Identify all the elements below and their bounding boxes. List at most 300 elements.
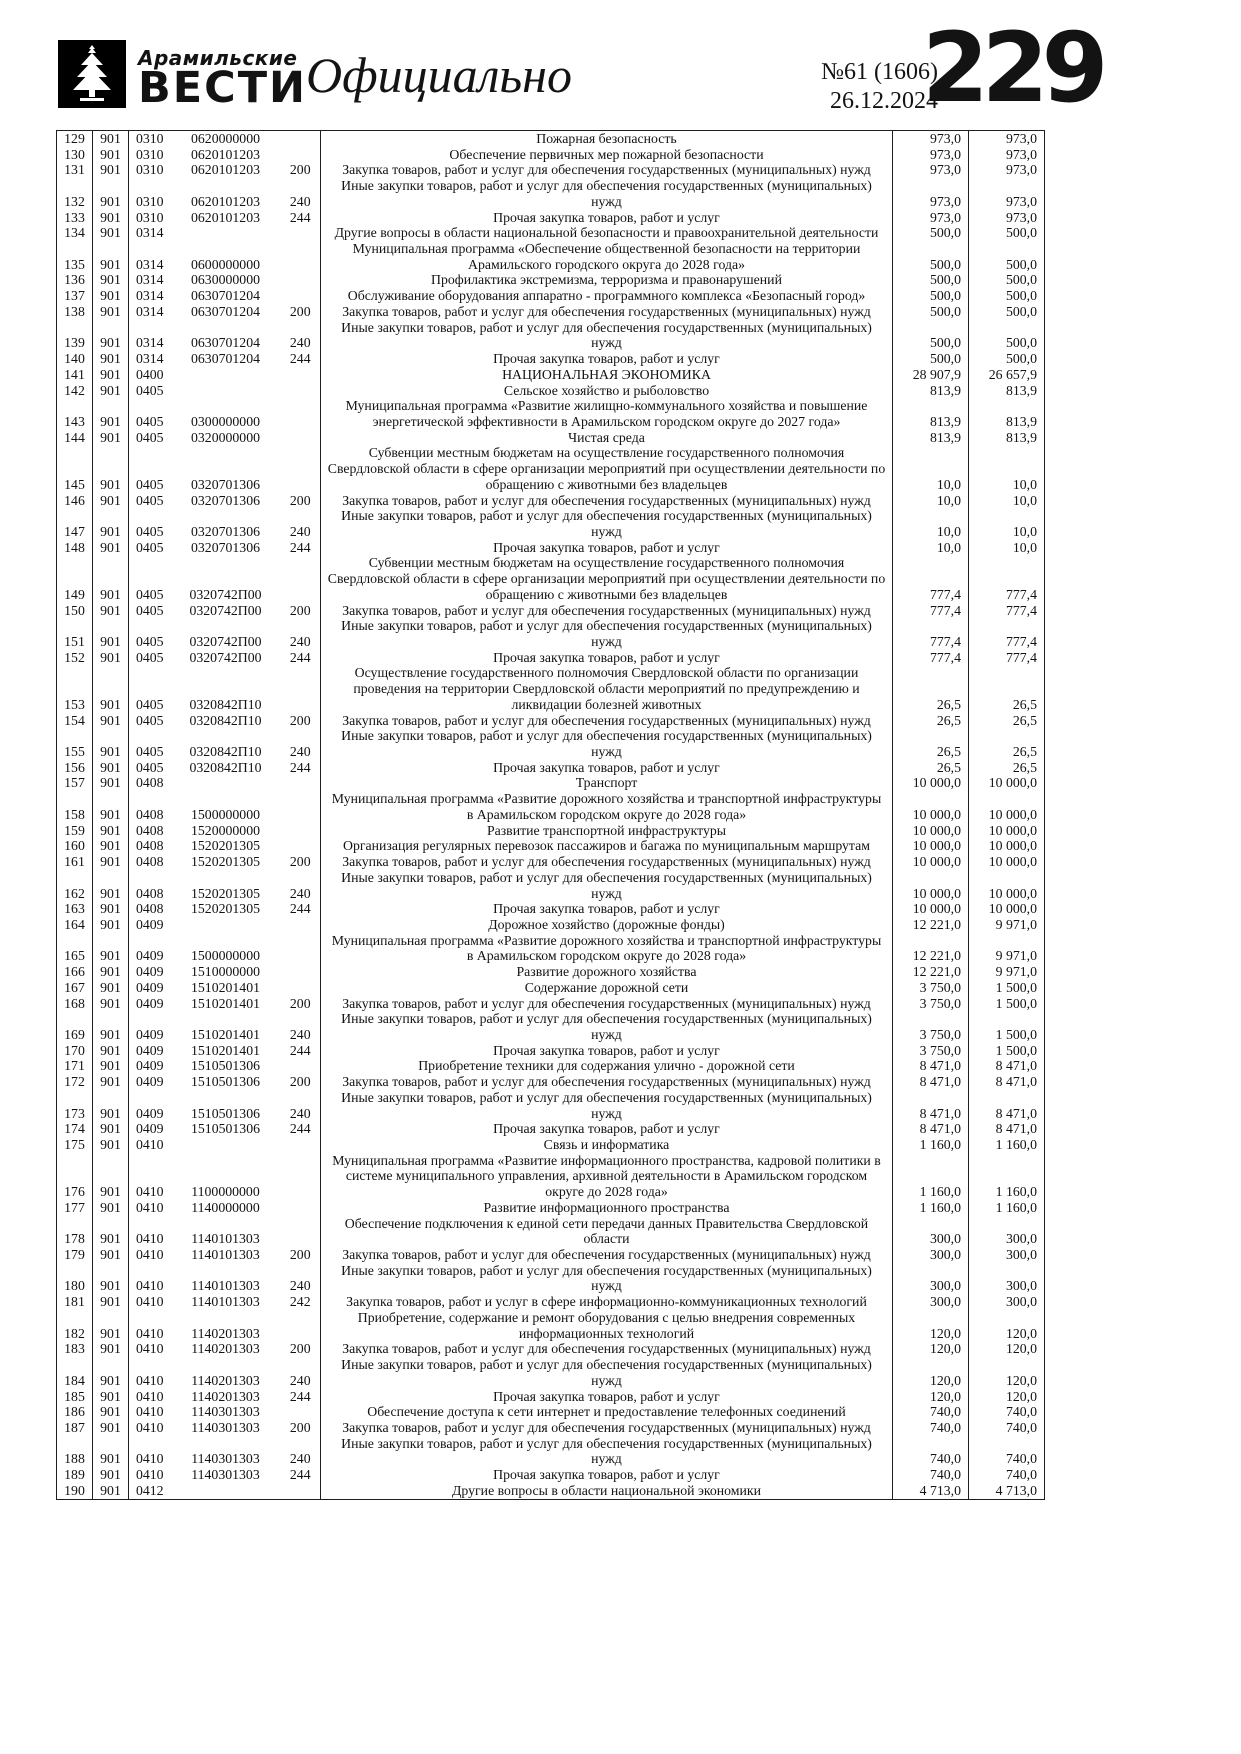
expense-name: Прочая закупка товаров, работ и услуг <box>321 540 893 556</box>
section-code: 0405 <box>135 382 164 398</box>
expense-type-code: 200 <box>281 603 321 619</box>
amount-1: 10 000,0 <box>893 838 969 854</box>
amount-1: 1 160,0 <box>893 1200 969 1216</box>
expense-name: Муниципальная программа «Развитие информационного пространства, кадровой политики в системе муниципального управления, архивной деятельности в Арамильском городском округе до 2028 года» <box>321 1153 893 1200</box>
section-code: 0409 <box>135 1105 164 1121</box>
expense-name: Развитие информационного пространства <box>321 1200 893 1216</box>
section-code: 0405 <box>135 523 164 539</box>
grbs-code: 901 <box>93 1137 129 1153</box>
section-code: 0410 <box>135 1467 164 1483</box>
grbs-code: 901 <box>93 1153 129 1200</box>
table-row <box>57 713 1045 729</box>
amount-2: 1 160,0 <box>995 1184 1037 1200</box>
target-article-code <box>171 367 281 383</box>
grbs-code: 901 <box>93 383 129 399</box>
row-number: 153 <box>57 665 93 712</box>
amount-1: 8 471,0 <box>893 1058 969 1074</box>
expense-name: Иные закупки товаров, работ и услуг для обеспечения государственных (муниципальных) нужд <box>321 1011 893 1042</box>
table-row <box>57 1074 1045 1090</box>
amount-1: 300,0 <box>893 1294 969 1310</box>
expense-name: Муниципальная программа «Развитие дорожного хозяйства и транспортной инфраструктуры в Арамильском городском округе до 2028 года» <box>321 933 893 964</box>
table-row <box>57 1216 1045 1247</box>
table-row <box>57 1420 1045 1436</box>
section-code: 0409 <box>135 979 164 995</box>
target-article-code: 1510201401 <box>191 995 260 1011</box>
grbs-code: 901 <box>93 304 129 320</box>
expense-type-code: 240 <box>281 508 321 539</box>
section-code: 0314 <box>135 351 164 367</box>
target-article-code: 0630701204 <box>191 288 260 304</box>
table-row <box>57 1389 1045 1405</box>
row-number: 144 <box>57 430 93 446</box>
section-code: 0405 <box>135 413 164 429</box>
amount-2: 813,9 <box>1005 429 1037 445</box>
expense-type-code: 240 <box>281 618 321 649</box>
amount-1: 10 000,0 <box>893 854 969 870</box>
grbs-code: 901 <box>93 618 129 649</box>
grbs-code: 901 <box>93 162 129 178</box>
table-row <box>57 1247 1045 1263</box>
target-article-code: 0620000000 <box>191 131 260 146</box>
expense-name: Осуществление государственного полномочия Свердловской области по организации проведения на территории Свердловской области мероприятий по предупреждению и ликвидации болезней животных <box>321 665 893 712</box>
grbs-code: 901 <box>93 713 129 729</box>
table-row <box>57 1357 1045 1388</box>
expense-name: Другие вопросы в области национальной экономики <box>321 1483 893 1499</box>
amount-2: 10 000,0 <box>988 838 1037 854</box>
target-article-code: 1520201305 <box>191 885 260 901</box>
target-article-code: 1520000000 <box>191 822 260 838</box>
expense-name: Муниципальная программа «Развитие дорожного хозяйства и транспортной инфраструктуры в Арамильском городском округе до 2028 года» <box>321 791 893 822</box>
row-number: 136 <box>57 272 93 288</box>
table-row <box>57 964 1045 980</box>
grbs-code: 901 <box>93 225 129 241</box>
amount-1: 120,0 <box>893 1389 969 1405</box>
expense-name: Прочая закупка товаров, работ и услуг <box>321 650 893 666</box>
grbs-code: 901 <box>93 1011 129 1042</box>
target-article-code: 1140301303 <box>191 1419 260 1435</box>
row-number: 135 <box>57 241 93 272</box>
row-number: 147 <box>57 508 93 539</box>
table-row <box>57 933 1045 964</box>
section-code: 0409 <box>135 995 164 1011</box>
row-number: 131 <box>57 162 93 178</box>
grbs-code: 901 <box>93 823 129 839</box>
section-code: 0410 <box>135 1278 164 1294</box>
target-article-code <box>171 1137 281 1153</box>
section-code: 0410 <box>135 1137 164 1152</box>
table-row <box>57 775 1045 791</box>
row-number: 190 <box>57 1483 93 1499</box>
expense-type-code: 200 <box>281 1247 321 1263</box>
expense-name: Иные закупки товаров, работ и услуг для обеспечения государственных (муниципальных) нужд <box>321 1357 893 1388</box>
grbs-code: 901 <box>93 147 129 163</box>
row-number: 137 <box>57 288 93 304</box>
section-code: 0409 <box>135 916 164 932</box>
expense-type-code <box>281 1216 321 1247</box>
expense-type-code <box>281 838 321 854</box>
amount-2: 973,0 <box>1005 146 1037 162</box>
amount-1: 12 221,0 <box>893 917 969 933</box>
row-number: 151 <box>57 618 93 649</box>
expense-name: Сельское хозяйство и рыболовство <box>321 383 893 399</box>
expense-name: Иные закупки товаров, работ и услуг для обеспечения государственных (муниципальных) нужд <box>321 1436 893 1467</box>
amount-1: 973,0 <box>893 178 969 209</box>
amount-1: 740,0 <box>893 1420 969 1436</box>
row-number: 149 <box>57 555 93 602</box>
row-number: 145 <box>57 445 93 492</box>
section-code: 0409 <box>135 1026 164 1042</box>
amount-1: 26,5 <box>893 760 969 776</box>
target-article-code: 1140201303 <box>191 1325 260 1341</box>
section-code: 0408 <box>135 822 164 838</box>
expense-type-code: 240 <box>281 1436 321 1467</box>
grbs-code: 901 <box>93 1357 129 1388</box>
amount-2: 120,0 <box>1005 1325 1037 1341</box>
expense-type-code <box>281 791 321 822</box>
amount-2: 10 000,0 <box>988 901 1037 917</box>
target-article-code <box>171 383 281 399</box>
amount-2: 300,0 <box>1005 1278 1037 1294</box>
row-number: 157 <box>57 775 93 791</box>
expense-name: Содержание дорожной сети <box>321 980 893 996</box>
section-code: 0409 <box>135 948 164 964</box>
section-code: 0405 <box>135 696 164 712</box>
amount-1: 500,0 <box>893 351 969 367</box>
amount-1: 3 750,0 <box>893 996 969 1012</box>
section-code: 0310 <box>135 162 164 178</box>
amount-1: 4 713,0 <box>893 1483 969 1499</box>
section-code: 0314 <box>135 288 164 304</box>
grbs-code: 901 <box>93 320 129 351</box>
expense-type-code <box>281 980 321 996</box>
grbs-code: 901 <box>93 351 129 367</box>
target-article-code: 0630701204 <box>191 351 260 367</box>
grbs-code: 901 <box>93 493 129 509</box>
section-code: 0410 <box>135 1184 164 1200</box>
fir-tree-icon <box>58 40 126 108</box>
target-article-code: 0320842П10 <box>189 712 262 728</box>
grbs-code: 901 <box>93 1467 129 1483</box>
section-code: 0409 <box>135 1058 164 1074</box>
grbs-code: 901 <box>93 665 129 712</box>
table-row <box>57 650 1045 666</box>
section-code: 0408 <box>135 885 164 901</box>
amount-1: 813,9 <box>893 430 969 446</box>
expense-name: Иные закупки товаров, работ и услуг для обеспечения государственных (муниципальных) нужд <box>321 178 893 209</box>
table-row <box>57 367 1045 383</box>
expense-name: Чистая среда <box>321 430 893 446</box>
section-code: 0405 <box>135 586 164 602</box>
expense-type-code: 244 <box>281 1121 321 1137</box>
amount-1: 500,0 <box>893 288 969 304</box>
table-row <box>57 1043 1045 1059</box>
grbs-code: 901 <box>93 1483 129 1499</box>
amount-2: 500,0 <box>1005 225 1037 241</box>
table-row <box>57 1153 1045 1200</box>
amount-2: 973,0 <box>1005 131 1037 146</box>
expense-name: Приобретение, содержание и ремонт оборудования с целью внедрения современных информационных технологий <box>321 1310 893 1341</box>
amount-1: 10 000,0 <box>893 791 969 822</box>
amount-2: 1 160,0 <box>995 1137 1037 1152</box>
row-number: 158 <box>57 791 93 822</box>
expense-name: Закупка товаров, работ и услуг для обеспечения государственных (муниципальных) нужд <box>321 304 893 320</box>
amount-2: 8 471,0 <box>995 1058 1037 1074</box>
amount-1: 10 000,0 <box>893 901 969 917</box>
amount-1: 3 750,0 <box>893 1011 969 1042</box>
amount-2: 300,0 <box>1005 1231 1037 1247</box>
grbs-code: 901 <box>93 210 129 226</box>
expense-type-code: 200 <box>281 713 321 729</box>
row-number: 165 <box>57 933 93 964</box>
expense-name: Другие вопросы в области национальной безопасности и правоохранительной деятельности <box>321 225 893 241</box>
amount-1: 8 471,0 <box>893 1121 969 1137</box>
amount-2: 10 000,0 <box>988 885 1037 901</box>
row-number: 188 <box>57 1436 93 1467</box>
section-code: 0410 <box>135 1294 164 1310</box>
amount-2: 26 657,9 <box>988 366 1037 382</box>
expense-type-code: 244 <box>281 1389 321 1405</box>
target-article-code: 1510501306 <box>191 1058 260 1074</box>
row-number: 132 <box>57 178 93 209</box>
amount-2: 500,0 <box>1005 272 1037 288</box>
table-row <box>57 854 1045 870</box>
amount-1: 813,9 <box>893 398 969 429</box>
expense-name: Иные закупки товаров, работ и услуг для обеспечения государственных (муниципальных) нужд <box>321 728 893 759</box>
target-article-code: 0620101203 <box>191 193 260 209</box>
row-number: 155 <box>57 728 93 759</box>
amount-2: 1 500,0 <box>995 979 1037 995</box>
expense-name: Обеспечение первичных мер пожарной безопасности <box>321 147 893 163</box>
grbs-code: 901 <box>93 901 129 917</box>
section-code: 0409 <box>135 1042 164 1058</box>
expense-name: Закупка товаров, работ и услуг для обеспечения государственных (муниципальных) нужд <box>321 1247 893 1263</box>
grbs-code: 901 <box>93 131 129 147</box>
expense-type-code: 200 <box>281 1074 321 1090</box>
row-number: 162 <box>57 870 93 901</box>
amount-2: 8 471,0 <box>995 1074 1037 1090</box>
grbs-code: 901 <box>93 272 129 288</box>
target-article-code: 1140301303 <box>191 1404 260 1420</box>
expense-type-code: 240 <box>281 1357 321 1388</box>
expense-type-code <box>281 241 321 272</box>
amount-2: 500,0 <box>1005 351 1037 367</box>
section-code: 0405 <box>135 492 164 508</box>
expense-type-code <box>281 964 321 980</box>
table-row <box>57 1200 1045 1216</box>
table-row <box>57 901 1045 917</box>
amount-1: 777,4 <box>893 650 969 666</box>
target-article-code: 1140101303 <box>191 1231 260 1247</box>
brand <box>138 46 308 113</box>
target-article-code: 1140101303 <box>191 1278 260 1294</box>
section-code: 0405 <box>135 744 164 760</box>
table-row <box>57 320 1045 351</box>
row-number: 160 <box>57 838 93 854</box>
amount-2: 26,5 <box>1012 712 1037 728</box>
section-code: 0314 <box>135 303 164 319</box>
amount-1: 973,0 <box>893 162 969 178</box>
amount-2: 777,4 <box>1005 634 1037 649</box>
expense-type-code: 200 <box>281 493 321 509</box>
table-row <box>57 1121 1045 1137</box>
grbs-code: 901 <box>93 775 129 791</box>
table-row <box>57 1011 1045 1042</box>
section-code: 0409 <box>135 964 164 980</box>
target-article-code: 1510501306 <box>191 1105 260 1121</box>
amount-2: 740,0 <box>1005 1404 1037 1420</box>
grbs-code: 901 <box>93 540 129 556</box>
grbs-code: 901 <box>93 1090 129 1121</box>
amount-1: 740,0 <box>893 1467 969 1483</box>
target-article-code: 0320000000 <box>191 429 260 445</box>
table-row <box>57 618 1045 649</box>
expense-type-code <box>281 665 321 712</box>
grbs-code: 901 <box>93 1263 129 1294</box>
expense-type-code <box>281 917 321 933</box>
expense-name: Пожарная безопасность <box>321 131 893 147</box>
expense-name: Иные закупки товаров, работ и услуг для обеспечения государственных (муниципальных) нужд <box>321 870 893 901</box>
target-article-code: 0620101203 <box>191 209 260 225</box>
expense-name: Закупка товаров, работ и услуг для обеспечения государственных (муниципальных) нужд <box>321 603 893 619</box>
grbs-code: 901 <box>93 760 129 776</box>
row-number: 182 <box>57 1310 93 1341</box>
table-row <box>57 996 1045 1012</box>
target-article-code: 0600000000 <box>191 256 260 272</box>
table-row <box>57 445 1045 492</box>
expense-type-code <box>281 445 321 492</box>
grbs-code: 901 <box>93 1310 129 1341</box>
amount-1: 3 750,0 <box>893 1043 969 1059</box>
section-code: 0408 <box>135 775 164 791</box>
row-number: 187 <box>57 1420 93 1436</box>
section-code: 0410 <box>135 1372 164 1388</box>
section-code: 0410 <box>135 1247 164 1263</box>
table-row <box>57 1090 1045 1121</box>
amount-2: 777,4 <box>1005 649 1037 665</box>
section-code: 0310 <box>135 146 164 162</box>
section-code: 0405 <box>135 712 164 728</box>
expense-type-code: 242 <box>281 1294 321 1310</box>
expense-name: Закупка товаров, работ и услуг в сфере информационно-коммуникационных технологий <box>321 1294 893 1310</box>
expense-type-code <box>281 1137 321 1153</box>
expense-name: Связь и информатика <box>321 1137 893 1153</box>
expense-name: Транспорт <box>321 775 893 791</box>
amount-2: 777,4 <box>1005 586 1037 602</box>
expense-type-code: 244 <box>281 1043 321 1059</box>
target-article-code: 1140101303 <box>191 1247 260 1263</box>
target-article-code: 0320701306 <box>191 523 260 539</box>
amount-1: 12 221,0 <box>893 933 969 964</box>
row-number: 146 <box>57 493 93 509</box>
table-row <box>57 1263 1045 1294</box>
amount-2: 9 971,0 <box>995 948 1037 964</box>
amount-2: 1 500,0 <box>995 995 1037 1011</box>
table-row <box>57 225 1045 241</box>
amount-2: 120,0 <box>1005 1341 1037 1357</box>
expense-type-code <box>281 1058 321 1074</box>
section-code: 0409 <box>135 1121 164 1137</box>
expense-name: Прочая закупка товаров, работ и услуг <box>321 1467 893 1483</box>
row-number: 170 <box>57 1043 93 1059</box>
expense-type-code <box>281 1153 321 1200</box>
expense-name: Закупка товаров, работ и услуг для обеспечения государственных (муниципальных) нужд <box>321 1341 893 1357</box>
amount-2: 500,0 <box>1005 303 1037 319</box>
row-number: 142 <box>57 383 93 399</box>
grbs-code: 901 <box>93 1074 129 1090</box>
grbs-code: 901 <box>93 1341 129 1357</box>
grbs-code: 901 <box>93 1247 129 1263</box>
target-article-code: 0320701306 <box>191 476 260 492</box>
amount-2: 813,9 <box>1005 382 1037 398</box>
expense-type-code: 200 <box>281 996 321 1012</box>
expense-name: Закупка товаров, работ и услуг для обеспечения государственных (муниципальных) нужд <box>321 1420 893 1436</box>
section-code: 0405 <box>135 634 164 649</box>
amount-1: 500,0 <box>893 272 969 288</box>
expense-name: Субвенции местным бюджетам на осуществление государственного полномочия Свердловской области в сфере организации мероприятий при осуществлении деятельности по обращению с животными без владельцев <box>321 445 893 492</box>
target-article-code: 1510201401 <box>191 979 260 995</box>
amount-2: 973,0 <box>1005 193 1037 209</box>
target-article-code: 1520201305 <box>191 901 260 917</box>
section-code: 0409 <box>135 1074 164 1090</box>
target-article-code <box>171 775 281 791</box>
expense-type-code: 240 <box>281 1090 321 1121</box>
grbs-code: 901 <box>93 398 129 429</box>
amount-2: 740,0 <box>1005 1451 1037 1467</box>
expense-name: Обеспечение доступа к сети интернет и предоставление телефонных соединений <box>321 1404 893 1420</box>
expense-name: Дорожное хозяйство (дорожные фонды) <box>321 917 893 933</box>
table-row <box>57 555 1045 602</box>
amount-1: 8 471,0 <box>893 1090 969 1121</box>
target-article-code: 1140201303 <box>191 1388 260 1404</box>
table-row <box>57 1436 1045 1467</box>
amount-1: 10 000,0 <box>893 775 969 791</box>
amount-2: 9 971,0 <box>995 964 1037 980</box>
row-number: 181 <box>57 1294 93 1310</box>
amount-2: 1 160,0 <box>995 1199 1037 1215</box>
amount-1: 1 160,0 <box>893 1153 969 1200</box>
grbs-code: 901 <box>93 1404 129 1420</box>
target-article-code <box>171 917 281 933</box>
grbs-code: 901 <box>93 430 129 446</box>
expense-type-code: 244 <box>281 650 321 666</box>
table-row <box>57 147 1045 163</box>
amount-1: 500,0 <box>893 225 969 241</box>
table-row <box>57 823 1045 839</box>
table-row <box>57 351 1045 367</box>
amount-1: 973,0 <box>893 210 969 226</box>
expense-name: Иные закупки товаров, работ и услуг для обеспечения государственных (муниципальных) нужд <box>321 1090 893 1121</box>
section-code: 0405 <box>135 539 164 555</box>
row-number: 141 <box>57 367 93 383</box>
amount-1: 10,0 <box>893 508 969 539</box>
target-article-code: 1510201401 <box>191 1026 260 1042</box>
target-article-code: 0620101203 <box>191 162 260 178</box>
expense-name: Закупка товаров, работ и услуг для обеспечения государственных (муниципальных) нужд <box>321 162 893 178</box>
grbs-code: 901 <box>93 508 129 539</box>
expense-type-code <box>281 1310 321 1341</box>
expense-type-code <box>281 1200 321 1216</box>
row-number: 134 <box>57 225 93 241</box>
amount-1: 28 907,9 <box>893 367 969 383</box>
section-code: 0405 <box>135 476 164 492</box>
grbs-code: 901 <box>93 1058 129 1074</box>
issue-date: 26.12.2024 <box>830 87 938 114</box>
amount-1: 777,4 <box>893 618 969 649</box>
row-number: 178 <box>57 1216 93 1247</box>
row-number: 174 <box>57 1121 93 1137</box>
issue-block <box>770 58 938 116</box>
row-number: 168 <box>57 996 93 1012</box>
